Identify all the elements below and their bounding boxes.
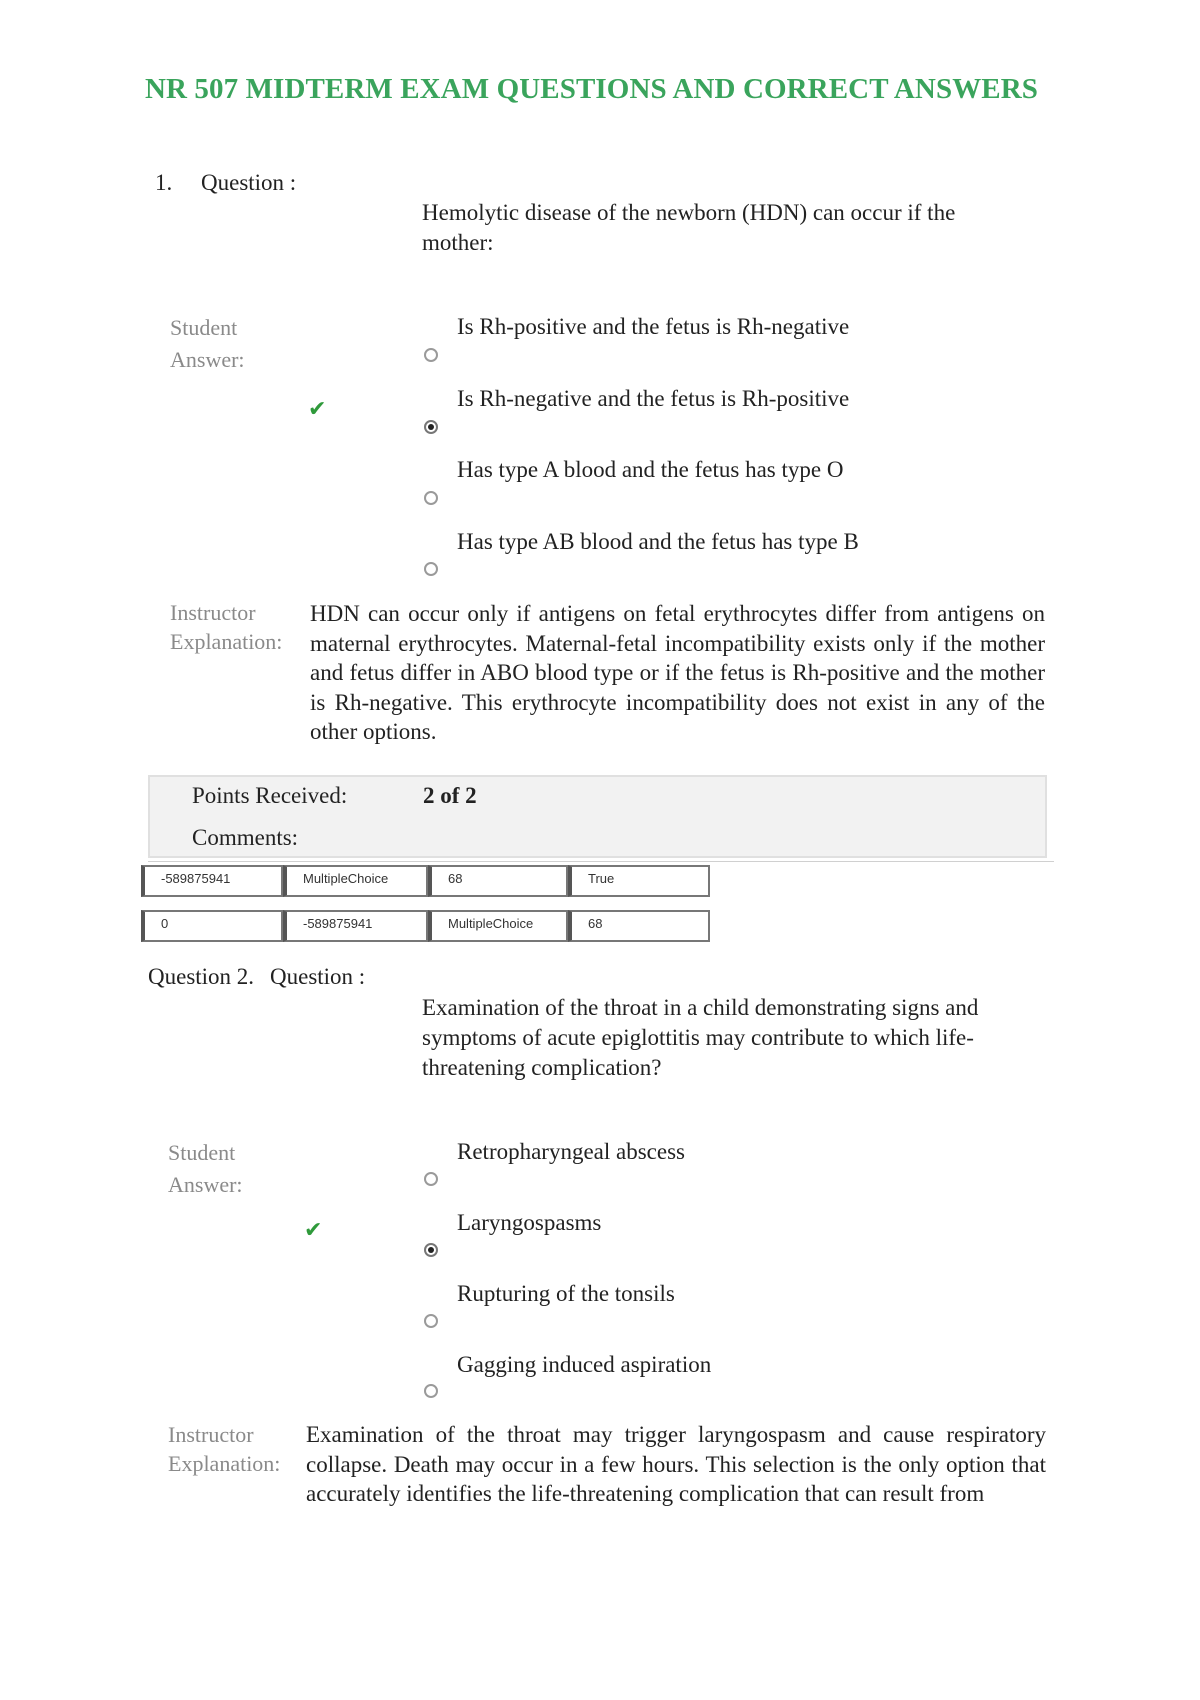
question-2-option-3-text: Rupturing of the tonsils [457, 1281, 675, 1306]
question-2-option-1-text: Retropharyngeal abscess [457, 1139, 686, 1164]
question-2-number: Question 2. [148, 964, 255, 989]
points-received-panel [148, 775, 1047, 858]
question-2-student-answer-label: Student Answer: [168, 1140, 243, 1197]
metadata-cell: -589875941 [141, 865, 283, 897]
correct-check-icon: ✔ [308, 397, 327, 422]
question-2-option-4-radio[interactable] [424, 1384, 438, 1398]
question-1-explanation: HDN can occur only if antigens on fetal erythrocytes differ from antigens on maternal erythrocytes. Maternal-fetal incompatibility exists only if the mother and fetus differ in ABO blood type or if the fetus is Rh-positive and the mother is Rh-negative. This erythrocyte incompatibility does not exist in any of the other options. [310, 601, 1045, 744]
question-1-option-2-radio-selected[interactable] [424, 420, 438, 434]
question-2-option-2-radio-selected[interactable] [424, 1243, 438, 1257]
question-2-text: Examination of the throat in a child demonstrating signs and symptoms of acute epiglottitis may contribute to which life-threatening complication? [422, 995, 979, 1080]
question-1-option-3-text: Has type A blood and the fetus has type O [457, 457, 844, 482]
metadata-cell: 68 [568, 910, 710, 942]
question-2-explanation-label: Instructor Explanation: [168, 1422, 281, 1476]
comments-label: Comments: [192, 825, 299, 850]
question-1-student-answer-label: Student Answer: [170, 315, 245, 372]
metadata-cell: MultipleChoice [283, 865, 428, 897]
metadata-cell: -589875941 [283, 910, 428, 942]
question-1-option-1-text: Is Rh-positive and the fetus is Rh-negative [457, 314, 850, 339]
points-received-value: 2 of 2 [423, 783, 477, 808]
question-1-label: Question : [201, 170, 297, 195]
question-2-option-1-radio[interactable] [424, 1172, 438, 1186]
correct-check-icon: ✔ [304, 1218, 323, 1243]
question-1-option-1-radio[interactable] [424, 348, 438, 362]
metadata-cell: True [568, 865, 710, 897]
question-1-option-2-text: Is Rh-negative and the fetus is Rh-positive [457, 386, 850, 411]
document-title: NR 507 MIDTERM EXAM QUESTIONS AND CORRECT ANSWERS [145, 73, 1039, 105]
question-1-explanation-label: Instructor Explanation: [170, 600, 283, 654]
question-2-option-3-radio[interactable] [424, 1314, 438, 1328]
question-1-number: 1. [155, 170, 173, 195]
metadata-cell: MultipleChoice [428, 910, 568, 942]
question-1-option-4-radio[interactable] [424, 562, 438, 576]
question-2-explanation: Examination of the throat may trigger laryngospasm and cause respiratory collapse. Death may occur in a few hours. This selection is the only option that accurately identifies the life-threatening complication that can result from [306, 1422, 1046, 1506]
question-2-option-2-text: Laryngospasms [457, 1210, 602, 1235]
question-1-option-4-text: Has type AB blood and the fetus has type B [457, 529, 859, 554]
points-received-label: Points Received: [192, 783, 348, 808]
metadata-cell: 0 [141, 910, 283, 942]
question-1-text: Hemolytic disease of the newborn (HDN) can occur if the mother: [422, 200, 956, 255]
question-2-label: Question : [270, 964, 366, 989]
question-2-option-4-text: Gagging induced aspiration [457, 1352, 712, 1377]
divider [148, 861, 1054, 862]
question-1-option-3-radio[interactable] [424, 491, 438, 505]
metadata-cell: 68 [428, 865, 568, 897]
